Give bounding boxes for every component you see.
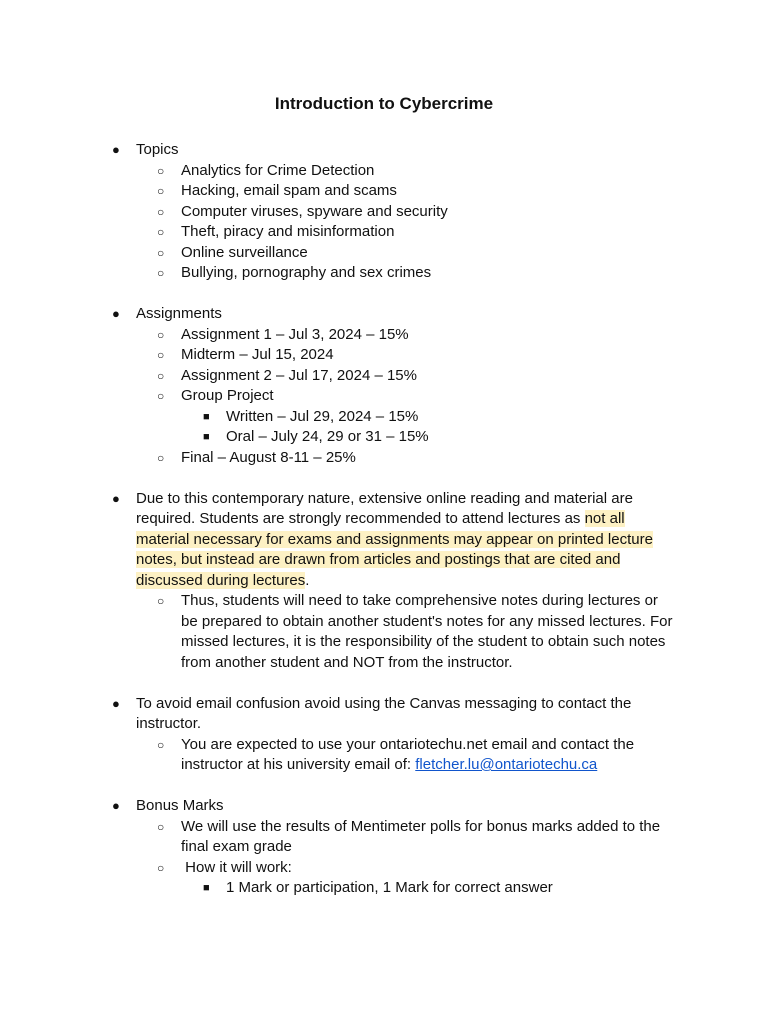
assignment-text: Final – August 8-11 – 25% (181, 448, 356, 466)
group-project-text: Oral – July 24, 29 or 31 – 15% (226, 428, 429, 445)
topic-text: Computer viruses, spyware and security (181, 202, 448, 220)
hollow-bullet-icon: ○ (157, 245, 165, 260)
bullet-icon: ● (112, 490, 120, 506)
spacer (0, 284, 768, 305)
hollow-bullet-icon: ○ (157, 266, 165, 280)
list-item-assignments (0, 304, 768, 325)
how-it-works-text: 1 Mark or participation, 1 Mark for correct answer (226, 879, 553, 896)
list-item (0, 345, 768, 366)
highlighted-text: not all material necessary for exams and assignments may appear on printed lecture notes, but instead are drawn from articles and postings that are cited and discussed during lectures (136, 510, 653, 589)
hollow-bullet-icon: ○ (157, 594, 165, 608)
list-item-bonus (0, 796, 768, 817)
list-item (0, 386, 768, 407)
reading-text: Due to this contemporary nature, extensive online reading and material are required. Students are strongly recommended to attend lectures as (136, 489, 633, 527)
bullet-icon: ● (112, 142, 120, 157)
notes-text: Thus, students will need to take comprehensive notes during lectures or be prepared to obtain another student's notes for any missed lectures. For missed lectures, it is the responsibility of the student to obtain such notes from another student and NOT from the instructor. (181, 592, 673, 671)
list-item (0, 878, 768, 899)
list-item-email (0, 694, 768, 735)
bullet-icon: ● (112, 695, 120, 711)
spacer (0, 673, 768, 694)
square-bullet-icon: ■ (203, 431, 210, 443)
document-body (0, 140, 768, 899)
group-project-text: Written – Jul 29, 2024 – 15% (226, 407, 419, 425)
bonus-label: Bonus Marks (136, 797, 224, 814)
reading-end: . (305, 571, 310, 589)
list-item (0, 407, 768, 428)
hollow-bullet-icon: ○ (157, 327, 165, 342)
hollow-bullet-icon: ○ (157, 389, 165, 403)
list-item (0, 448, 768, 469)
list-item-topics (0, 140, 768, 161)
assignments-label: Assignments (136, 305, 222, 322)
spacer (0, 468, 768, 489)
hollow-bullet-icon: ○ (157, 450, 165, 465)
list-item (0, 222, 768, 243)
list-item (0, 591, 768, 673)
list-item (0, 366, 768, 387)
hollow-bullet-icon: ○ (157, 204, 165, 219)
hollow-bullet-icon: ○ (157, 737, 165, 752)
topic-text: Theft, piracy and misinformation (181, 223, 395, 240)
list-item (0, 161, 768, 182)
list-item (0, 263, 768, 284)
list-item (0, 817, 768, 858)
topic-text: Bullying, pornography and sex crimes (181, 264, 432, 281)
list-item (0, 858, 768, 879)
page-title: Introduction to Cybercrime (274, 94, 494, 113)
topics-label: Topics (136, 141, 179, 158)
assignment-text: Group Project (181, 387, 274, 404)
list-item (0, 202, 768, 223)
hollow-bullet-icon: ○ (157, 368, 165, 383)
hollow-bullet-icon: ○ (157, 348, 165, 362)
email-text: To avoid email confusion avoid using the Canvas messaging to contact the instructor. (136, 694, 632, 732)
spacer (0, 776, 768, 797)
hollow-bullet-icon: ○ (157, 860, 165, 875)
square-bullet-icon: ■ (203, 410, 210, 423)
list-item (0, 427, 768, 448)
square-bullet-icon: ■ (203, 882, 210, 894)
bullet-icon: ● (112, 306, 120, 321)
hollow-bullet-icon: ○ (157, 819, 165, 834)
bonus-text: We will use the results of Mentimeter polls for bonus marks added to the final exam grade (181, 817, 661, 855)
topic-text: Hacking, email spam and scams (181, 182, 397, 199)
topic-text: Online surveillance (181, 243, 308, 261)
hollow-bullet-icon: ○ (157, 225, 165, 239)
email-sub-text: You are expected to use your ontariotechu.net email and contact the instructor at his university email of: (181, 735, 635, 773)
list-item-reading (0, 489, 768, 592)
instructor-email-link[interactable]: fletcher.lu@ontariotechu.ca (415, 756, 598, 773)
assignment-text: Midterm – Jul 15, 2024 (181, 346, 334, 363)
topic-text: Analytics for Crime Detection (181, 161, 375, 179)
hollow-bullet-icon: ○ (157, 184, 165, 198)
list-item (0, 325, 768, 346)
assignment-text: Assignment 1 – Jul 3, 2024 – 15% (181, 325, 409, 343)
list-item (0, 243, 768, 264)
list-item (0, 735, 768, 776)
list-item (0, 181, 768, 202)
assignment-text: Assignment 2 – Jul 17, 2024 – 15% (181, 366, 417, 384)
bonus-text: How it will work: (181, 858, 292, 876)
hollow-bullet-icon: ○ (157, 163, 165, 178)
bullet-icon: ● (112, 798, 120, 813)
